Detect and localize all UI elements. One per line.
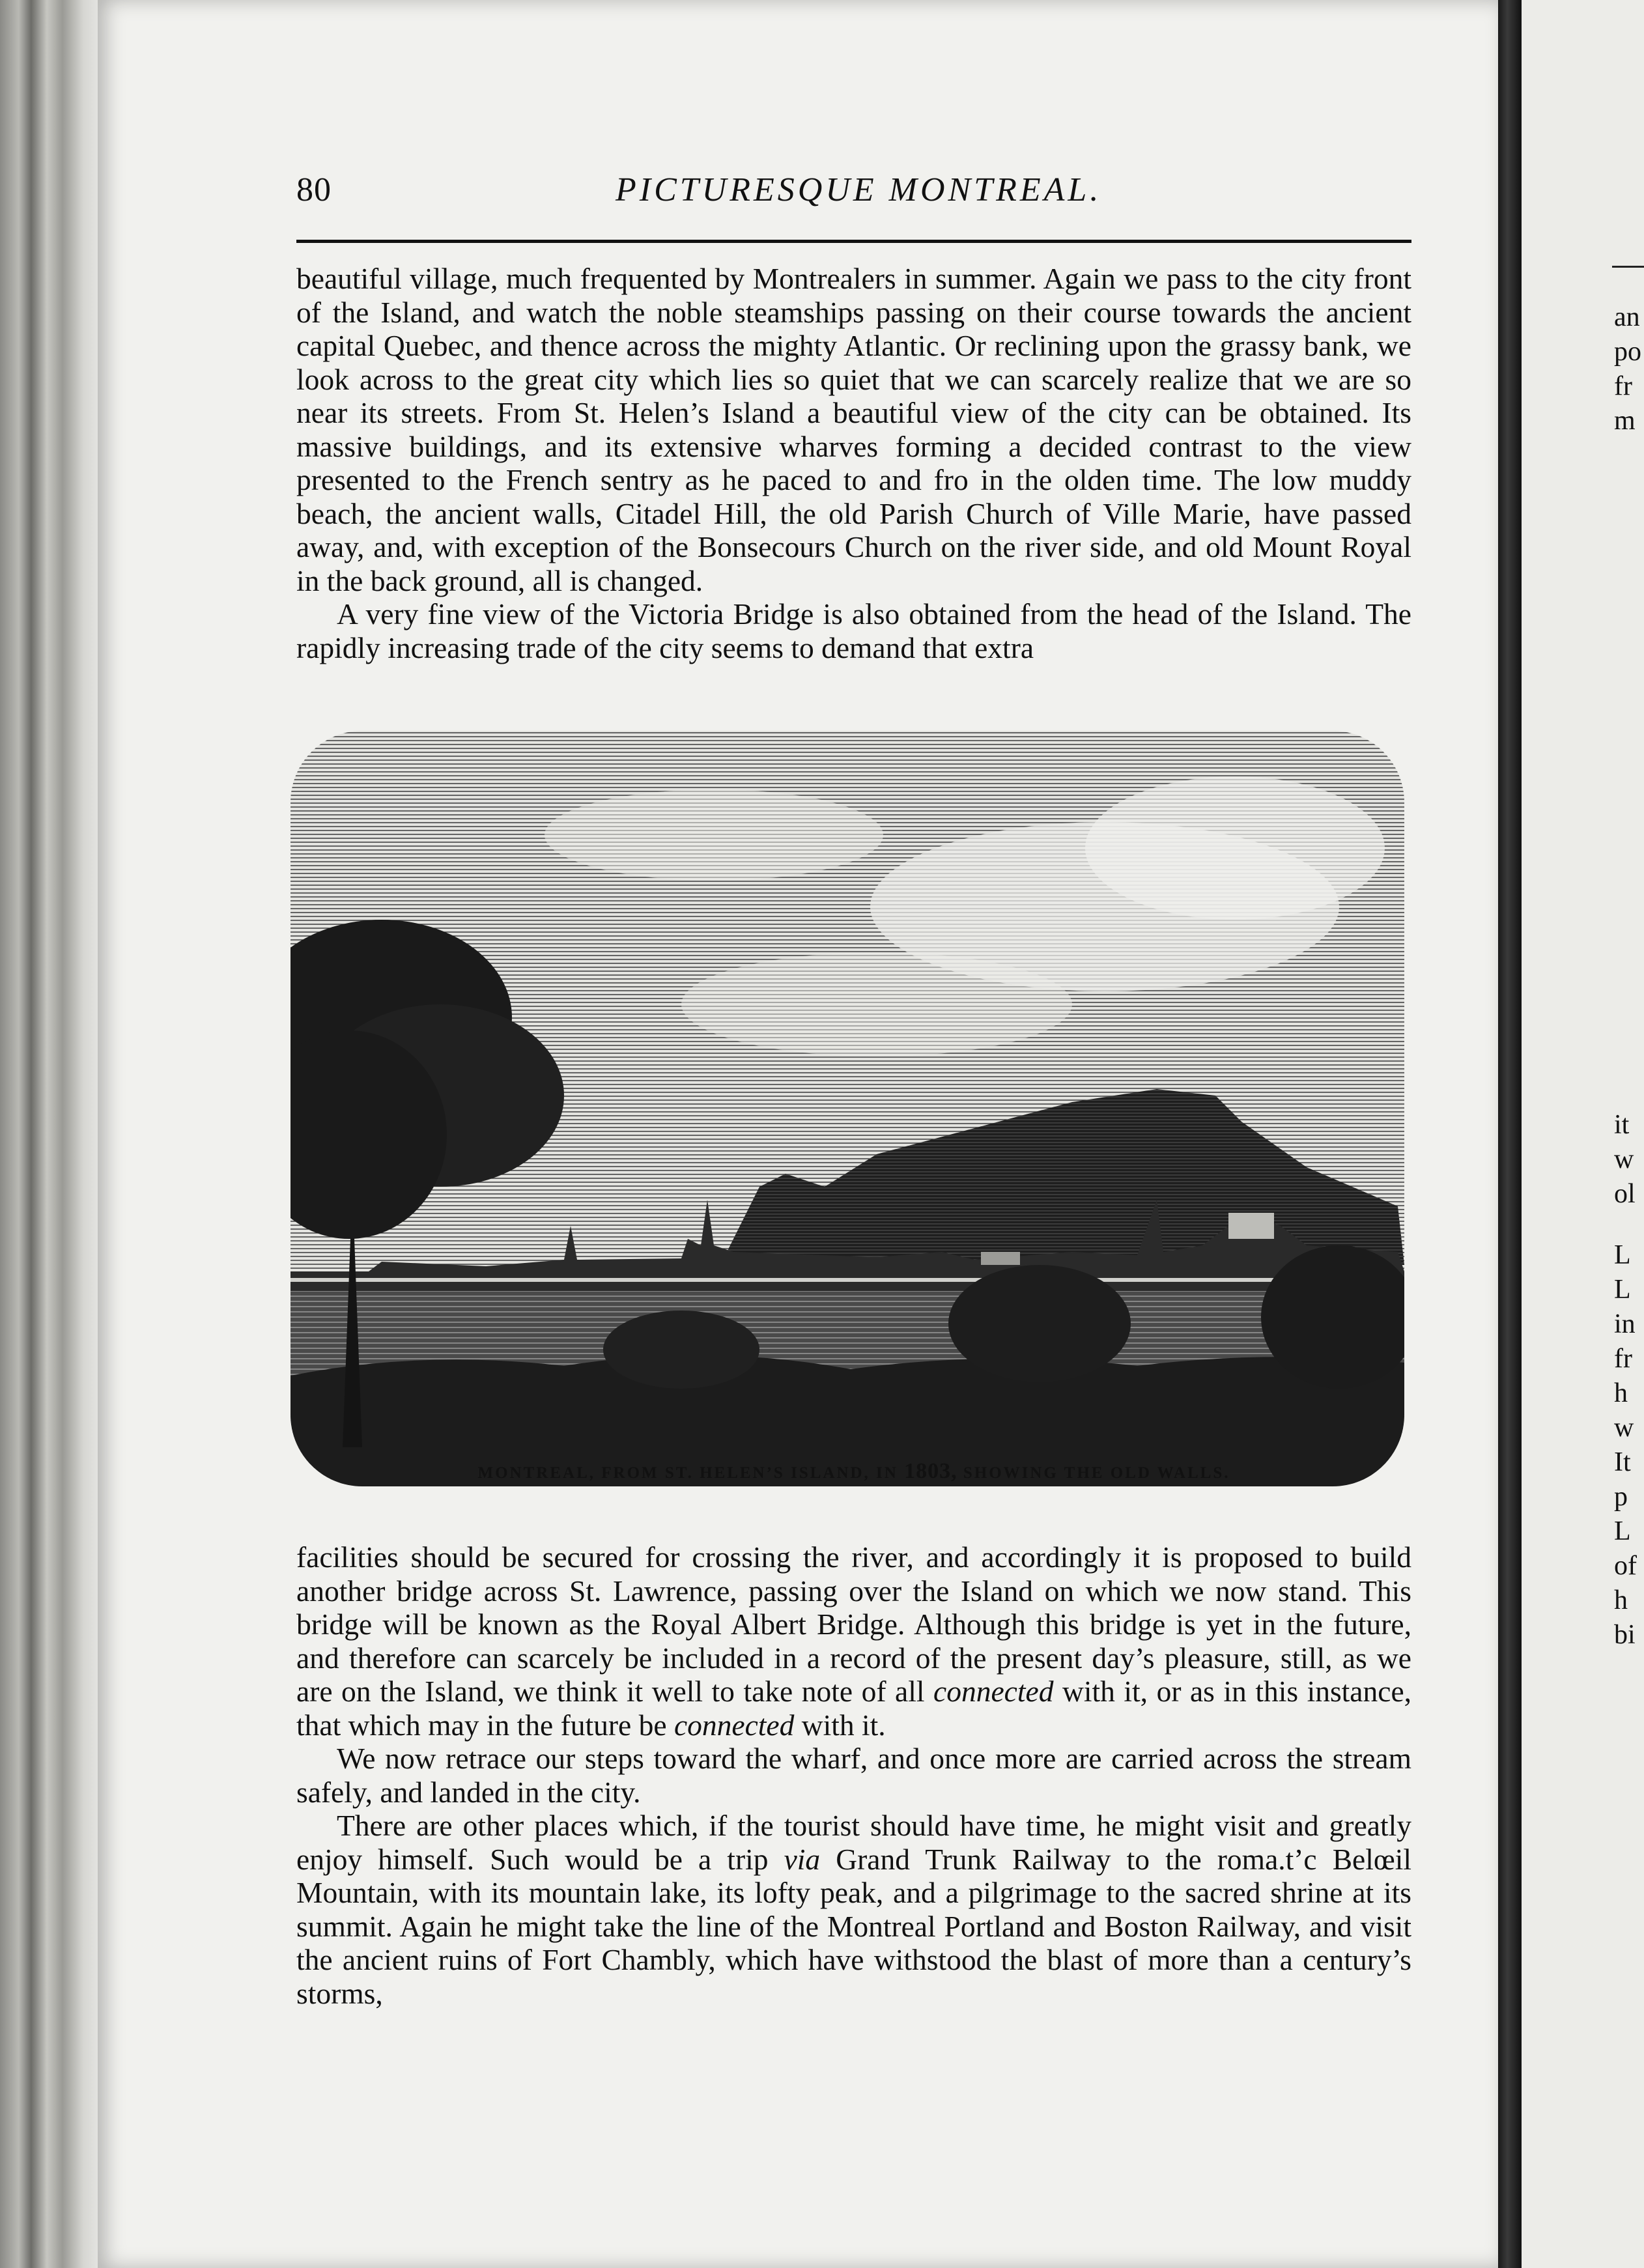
facing-fragment: an: [1614, 302, 1640, 332]
header-rule: [296, 240, 1411, 243]
facing-page-rule: [1612, 266, 1644, 268]
shrub: [948, 1265, 1131, 1382]
facing-fragment: L: [1614, 1275, 1631, 1305]
facing-fragment: fr: [1614, 371, 1632, 401]
building: [1228, 1213, 1274, 1239]
facing-fragment: bi: [1614, 1620, 1636, 1650]
cloud: [1085, 776, 1385, 920]
caption-year: 1803,: [904, 1459, 957, 1483]
paragraph: beautiful village, much frequented by Montrealers in summer. Again we pass to the city front of the Island, and watch the noble steamships passing on their course towards the ancient capital Quebec, and thence across the mighty Atlantic. Or reclining upon the grassy bank, we look across to the great city which lies so quiet that we can scarcely realize that we are so near its streets. From St. Helen’s Island a beautiful view of the city can be obtained. Its massive buildings, and its extensive wharves forming a decided contrast to the view presented to the French sentry as he paced to and fro in the olden time. The low muddy beach, the ancient walls, Citadel Hill, the old Parish Church of Ville Marie, have passed away, and, with exception of the Bonsecours Church on the river side, and old Mount Royal in the back ground, all is changed.: [296, 262, 1411, 597]
paragraph: We now retrace our steps toward the wharf, and once more are carried across the stream safely, and landed in the city.: [296, 1742, 1411, 1809]
emphasis: connected: [673, 1708, 795, 1742]
engraving-illustration: [291, 731, 1404, 1486]
facing-fragment: L: [1614, 1516, 1631, 1546]
shoreline: [291, 1278, 1404, 1282]
paragraph: [296, 1540, 1411, 1742]
building: [981, 1252, 1020, 1265]
running-head: [296, 171, 1410, 216]
emphasis: connected: [933, 1675, 1054, 1708]
caption-text: MONTREAL, FROM ST. HELEN’S ISLAND, IN: [477, 1464, 898, 1482]
facing-fragment: ol: [1614, 1179, 1636, 1209]
facing-fragment: L: [1614, 1240, 1631, 1270]
facing-fragment: m: [1614, 406, 1636, 436]
body-text-top: [296, 262, 1411, 664]
body-text-bottom: [296, 1540, 1411, 2010]
paragraph: [296, 1809, 1411, 2010]
facing-fragment: h: [1614, 1378, 1628, 1408]
figure-caption: [296, 1459, 1411, 1484]
book-gutter: [1498, 0, 1522, 2268]
facing-fragment: h: [1614, 1585, 1628, 1615]
running-title: PICTURESQUE MONTREAL.: [616, 171, 1102, 208]
facing-fragment: p: [1614, 1482, 1628, 1512]
page-number: 80: [296, 171, 332, 208]
facing-fragment: in: [1614, 1309, 1636, 1339]
text-run: There are other places which, if the tourist should have time, he might visit and greatly enjoy himself. Such would be a trip: [296, 1809, 1411, 1876]
book-edge: [0, 0, 104, 2268]
text-run: Grand Trunk Railway to the roma.t’c Belœil Mountain, with its mountain lake, its lofty peak, and a pilgrimage to the sacred shrine at its summit. Again he might take the line of the Montreal Portland and Boston Railway, and visit the ancient ruins of Fort Chambly, which have withstood the blast of more than a century’s storms,: [296, 1842, 1412, 2010]
emphasis: via: [784, 1842, 821, 1876]
facing-fragment: po: [1614, 337, 1641, 367]
facing-fragment: fr: [1614, 1344, 1632, 1374]
cloud: [681, 952, 1072, 1056]
text-run: with it.: [801, 1708, 886, 1742]
facing-fragment: w: [1614, 1413, 1634, 1443]
facing-fragment: It: [1614, 1447, 1631, 1477]
text-run: facilities should be secured for crossing the river, and accordingly it is proposed to build another bridge across St. Lawrence, passing over the Island on which we now stand. This bridge will be known as the Royal Albert Bridge. Although this bridge is yet in the future, and therefore can scarcely be included in a record of the present day’s pleasure, still, as we are on the Island, we think it well to take note of all: [296, 1540, 1411, 1708]
facing-fragment: w: [1614, 1144, 1634, 1174]
shrub: [603, 1311, 759, 1389]
paragraph: A very fine view of the Victoria Bridge is also obtained from the head of the Island. The rapidly increasing trade of the city seems to demand that extra: [296, 597, 1411, 664]
caption-text: SHOWING THE OLD WALLS.: [963, 1464, 1230, 1482]
facing-fragment: of: [1614, 1551, 1637, 1581]
text-run: with it, or as in this instance, that which may in the future be: [296, 1675, 1412, 1742]
facing-fragment: it: [1614, 1110, 1630, 1140]
cloud: [545, 789, 883, 881]
